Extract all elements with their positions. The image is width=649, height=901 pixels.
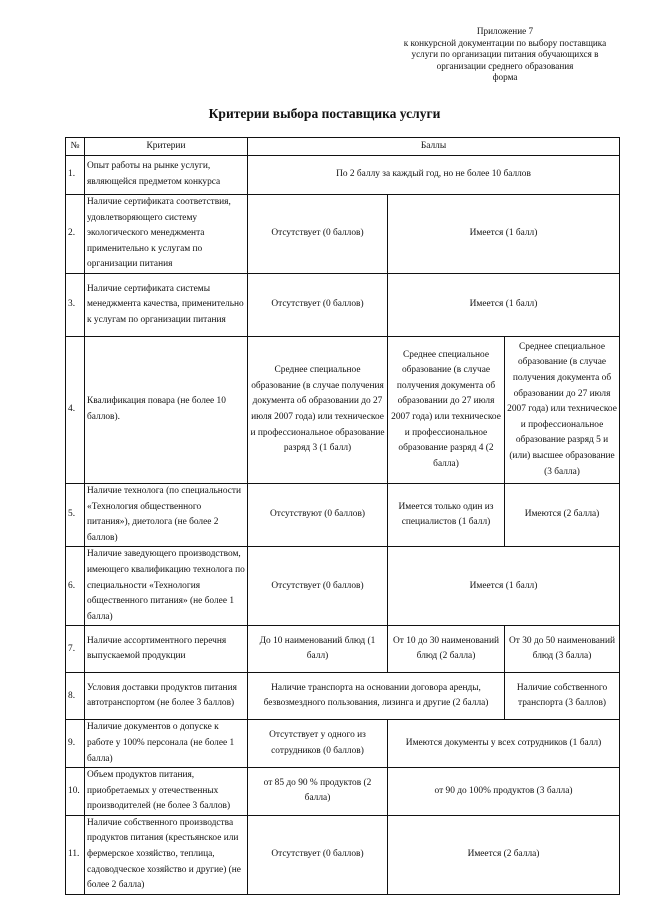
table-header-row [66, 138, 620, 156]
criterion-cell: Квалификация повара (не более 10 баллов). [85, 336, 248, 483]
points-cell: Отсутствуют (0 баллов) [248, 483, 388, 546]
row-number: 10. [66, 768, 85, 816]
criterion-cell: Наличие технолога (по специальности «Технология общественного питания»), диетолога (не более 2 баллов) [85, 483, 248, 546]
row-number: 8. [66, 673, 85, 720]
criterion-cell: Наличие документов о допуске к работе у 100% персонала (не более 1 балла) [85, 720, 248, 768]
appendix-line: форма [492, 72, 518, 82]
points-cell: Имеются (2 балла) [505, 483, 620, 546]
points-cell: От 10 до 30 наименований блюд (2 балла) [388, 626, 505, 673]
table-row [66, 768, 620, 816]
table-row [66, 273, 620, 336]
appendix-line: к конкурсной документации по выбору поставщика [403, 37, 607, 48]
points-cell: Отсутствует (0 баллов) [248, 195, 388, 274]
points-cell: Среднее специальное образование (в случае получения документа об образовании до 27 июля 2007 года) или техническое и профессиональное образование разряд 3 (1 балл) [248, 336, 388, 483]
appendix-line: Приложение 7 [476, 26, 534, 36]
table-row [66, 195, 620, 274]
points-cell: от 90 до 100% продуктов (3 балла) [388, 768, 620, 816]
points-cell: Имеется (1 балл) [388, 547, 620, 626]
points-cell: Отсутствует (0 баллов) [248, 273, 388, 336]
points-cell: Среднее специальное образование (в случае получения документа об образовании до 27 июля 2007 года) или техническое и профессиональное образование разряд 5 и (или) высшее образование (3 балла) [505, 336, 620, 483]
points-cell: Отсутствует у одного из сотрудников (0 баллов) [248, 720, 388, 768]
table-row [66, 673, 620, 720]
row-number: 7. [66, 626, 85, 673]
row-number: 6. [66, 547, 85, 626]
row-number: 9. [66, 720, 85, 768]
points-cell: Среднее специальное образование (в случае получения документа об образовании до 27 июля 2007 года) или техническое и профессиональное образование разряд 4 (2 балла) [388, 336, 505, 483]
appendix-note [380, 26, 630, 84]
criterion-cell: Наличие собственного производства продуктов питания (крестьянское или фермерское хозяйство, теплица, садоводческое хозяйство и другие) (не более 2 балла) [85, 815, 248, 894]
row-number: 5. [66, 483, 85, 546]
column-header-num: № [66, 138, 85, 156]
points-cell: Наличие транспорта на основании договора аренды, безвозмездного пользования, лизинга и другие (2 балла) [248, 673, 505, 720]
points-cell: Отсутствует (0 баллов) [248, 547, 388, 626]
row-number: 2. [66, 195, 85, 274]
points-cell: от 85 до 90 % продуктов (2 балла) [248, 768, 388, 816]
points-cell: До 10 наименований блюд (1 балл) [248, 626, 388, 673]
points-cell: Отсутствует (0 баллов) [248, 815, 388, 894]
points-cell: Имеется только один из специалистов (1 балл) [388, 483, 505, 546]
appendix-line: услуги по организации питания обучающихся в [411, 49, 599, 59]
table-row [66, 336, 620, 483]
table-row [66, 815, 620, 894]
points-cell: Имеется (1 балл) [388, 195, 620, 274]
points-cell: От 30 до 50 наименований блюд (3 балла) [505, 626, 620, 673]
points-cell: Имеется (2 балла) [388, 815, 620, 894]
criteria-table [65, 137, 620, 895]
criterion-cell: Опыт работы на рынке услуги, являющейся предметом конкурса [85, 156, 248, 195]
row-number: 1. [66, 156, 85, 195]
criterion-cell: Наличие сертификата системы менеджмента качества, применительно к услугам по организации питания [85, 273, 248, 336]
table-row [66, 547, 620, 626]
points-cell: Имеется (1 балл) [388, 273, 620, 336]
row-number: 4. [66, 336, 85, 483]
row-number: 11. [66, 815, 85, 894]
table-row [66, 626, 620, 673]
criterion-cell: Условия доставки продуктов питания автотранспортом (не более 3 баллов) [85, 673, 248, 720]
appendix-line: организации среднего образования [436, 60, 574, 71]
criterion-cell: Наличие заведующего производством, имеющего квалификацию технолога по специальности «Технология общественного питания» (не более 1 балла) [85, 547, 248, 626]
points-cell: Наличие собственного транспорта (3 баллов) [505, 673, 620, 720]
criterion-cell: Объем продуктов питания, приобретаемых у отечественных производителей (не более 3 баллов) [85, 768, 248, 816]
criterion-cell: Наличие ассортиментного перечня выпускаемой продукции [85, 626, 248, 673]
table-row [66, 720, 620, 768]
criterion-cell: Наличие сертификата соответствия, удовлетворяющего систему экологического менеджмента применительно к услугам по организации питания [85, 195, 248, 274]
table-row [66, 483, 620, 546]
page-title: Критерии выбора поставщика услуги [208, 106, 441, 121]
row-number: 3. [66, 273, 85, 336]
column-header-points: Баллы [248, 138, 620, 156]
column-header-criteria: Критерии [85, 138, 248, 156]
points-cell: По 2 баллу за каждый год, но не более 10 баллов [248, 156, 620, 195]
table-row [66, 156, 620, 195]
points-cell: Имеются документы у всех сотрудников (1 балл) [388, 720, 620, 768]
